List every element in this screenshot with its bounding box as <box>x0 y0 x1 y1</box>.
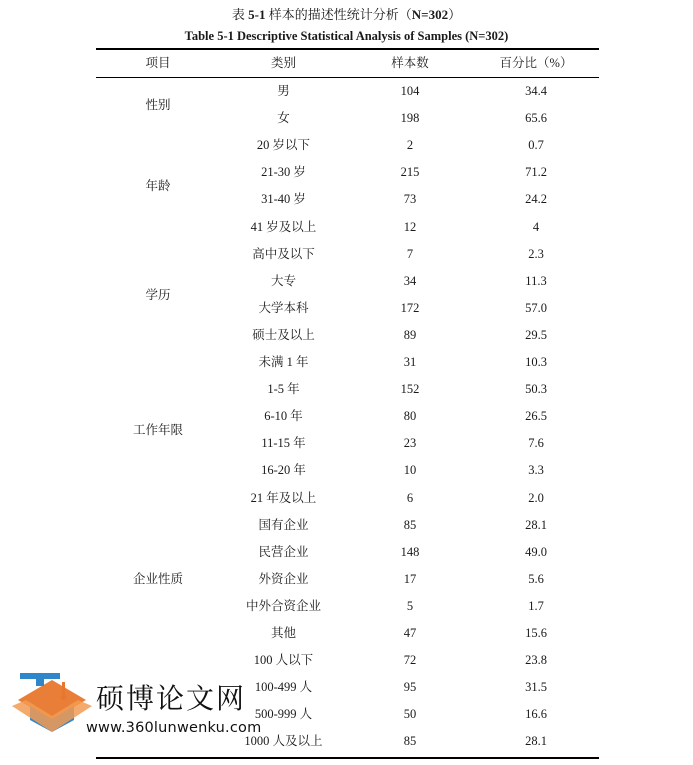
table-cell-count: 2 <box>406 138 414 153</box>
table-cell-count: 104 <box>400 84 420 98</box>
header-cell: 项目 <box>145 56 171 70</box>
table-cell-count: 89 <box>403 327 417 342</box>
table-cell-percent: 5.6 <box>528 571 544 586</box>
table-cell-percent: 26.5 <box>525 409 547 424</box>
table-cell-category: 6-10 年 <box>264 409 303 424</box>
table-cell-count: 152 <box>400 382 420 397</box>
table-cell-percent: 50.3 <box>525 382 547 397</box>
table-cell-category: 31-40 岁 <box>261 192 306 207</box>
table-cell-percent: 71.2 <box>525 165 547 180</box>
table-cell-count: 85 <box>403 734 417 749</box>
table-cell-percent: 3.3 <box>528 463 544 478</box>
table-cell-category: 500-999 人 <box>254 707 313 722</box>
table-cell-category: 20 岁以下 <box>256 138 311 153</box>
table-cell-percent: 49.0 <box>525 544 547 559</box>
watermark-url: www.360lunwenku.com <box>86 720 262 736</box>
caption-close: ） <box>448 7 462 22</box>
table-cell-percent: 4 <box>532 219 540 234</box>
table-cell-category: 外资企业 <box>258 571 309 586</box>
table-caption-en: Table 5-1 Descriptive Statistical Analysis of Samples (N=302) <box>184 29 509 43</box>
table-cell-count: 95 <box>403 680 417 695</box>
table-cell-percent: 31.5 <box>525 680 547 695</box>
table-cell-category: 1-5 年 <box>267 382 300 397</box>
group-label: 性别 <box>145 98 171 113</box>
table-cell-count: 6 <box>406 490 414 505</box>
table-cell-count: 215 <box>400 165 420 180</box>
table-cell-percent: 7.6 <box>528 436 544 451</box>
table-cell-count: 10 <box>403 463 417 478</box>
caption-title: 样本的描述性统计分析（ <box>268 7 412 22</box>
table-cell-percent: 11.3 <box>525 273 547 288</box>
table-cell-category: 男 <box>277 84 290 98</box>
table-cell-percent: 24.2 <box>525 192 547 207</box>
table-cell-count: 172 <box>400 300 420 315</box>
table-caption-cn <box>0 6 693 24</box>
table-cell-category: 21-30 岁 <box>261 165 306 180</box>
table-cell-count: 47 <box>403 626 417 640</box>
table-bottom-rule <box>96 757 599 759</box>
table-cell-category: 16-20 年 <box>261 463 306 478</box>
table-cell-count: 80 <box>403 409 417 424</box>
table-cell-count: 148 <box>400 544 420 559</box>
table-cell-count: 198 <box>400 111 420 126</box>
table-cell-count: 85 <box>403 517 417 532</box>
table-cell-category: 大专 <box>270 273 296 288</box>
table-cell-category: 21 年及以上 <box>250 490 317 505</box>
table-cell-category: 大学本科 <box>258 300 309 315</box>
table-cell-count: 5 <box>406 598 414 613</box>
table-cell-percent: 29.5 <box>525 327 547 342</box>
table-cell-category: 11-15 年 <box>261 436 306 451</box>
watermark-name: 硕博论文网 <box>96 682 247 715</box>
table-cell-count: 50 <box>403 707 417 722</box>
table-cell-category: 41 岁及以上 <box>250 219 317 234</box>
caption-number: 5-1 <box>248 7 266 22</box>
group-label: 学历 <box>145 287 171 302</box>
table-cell-category: 国有企业 <box>258 517 309 532</box>
table-cell-percent: 0.7 <box>528 138 544 153</box>
table-cell-count: 12 <box>403 219 417 234</box>
group-label: 工作年限 <box>132 423 183 438</box>
table-cell-percent: 23.8 <box>525 653 547 668</box>
group-label: 年龄 <box>145 179 171 194</box>
table-cell-count: 23 <box>403 436 417 451</box>
table-cell-percent: 57.0 <box>525 300 547 315</box>
table-cell-percent: 65.6 <box>525 111 547 126</box>
table-cell-category: 100-499 人 <box>254 680 313 695</box>
table-cell-count: 7 <box>406 246 414 261</box>
table-cell-count: 34 <box>403 273 417 288</box>
table-cell-percent: 16.6 <box>525 707 547 722</box>
table-cell-category: 1000 人及以上 <box>244 734 323 749</box>
table-cell-category: 未满 1 年 <box>258 355 309 369</box>
table-cell-count: 72 <box>403 653 417 668</box>
table-cell-count: 17 <box>403 571 417 586</box>
table-cell-category: 中外合资企业 <box>245 598 321 613</box>
table-cell-count: 31 <box>403 355 417 369</box>
table-cell-category: 硕士及以上 <box>252 327 315 342</box>
table-cell-count: 73 <box>403 192 417 207</box>
caption-prefix: 表 <box>231 7 245 22</box>
header-cell: 百分比（%） <box>499 56 573 70</box>
table-cell-category: 民营企业 <box>258 544 309 559</box>
header-cell: 类别 <box>270 56 296 70</box>
table-cell-percent: 34.4 <box>525 84 547 98</box>
graduation-cap-icon <box>12 673 92 732</box>
table-cell-percent: 15.6 <box>525 626 547 640</box>
table-cell-percent: 28.1 <box>525 517 547 532</box>
caption-n: N=302 <box>411 7 449 22</box>
table-cell-category: 其他 <box>270 626 296 640</box>
group-label: 企业性质 <box>132 572 183 587</box>
header-cell: 样本数 <box>391 56 429 70</box>
table-cell-category: 高中及以下 <box>252 246 315 261</box>
table-cell-percent: 28.1 <box>525 734 547 749</box>
table-cell-category: 100 人以下 <box>253 653 314 668</box>
table-cell-percent: 2.0 <box>528 490 544 505</box>
table-cell-percent: 1.7 <box>528 598 544 613</box>
table-cell-percent: 2.3 <box>528 246 544 261</box>
table-cell-percent: 10.3 <box>525 355 547 369</box>
table-cell-category: 女 <box>277 111 290 126</box>
